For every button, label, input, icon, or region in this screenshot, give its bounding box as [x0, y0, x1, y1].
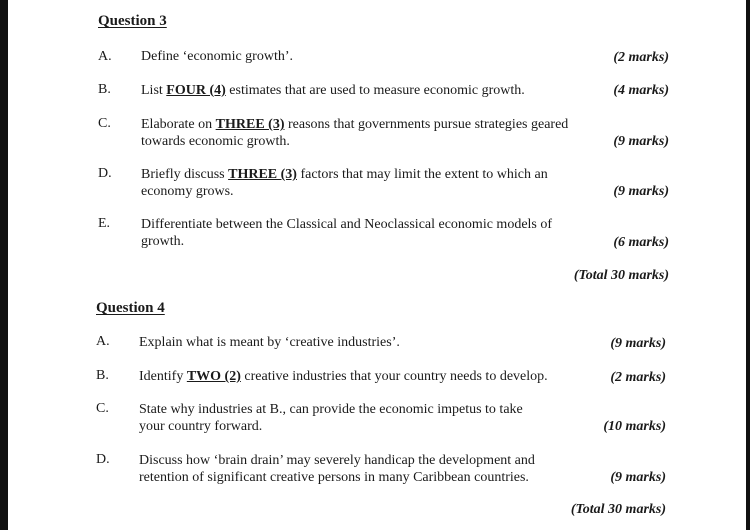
q3-b-text-emph: FOUR (4) [166, 83, 226, 98]
q3-c-text-line2: towards economic growth. [141, 134, 290, 149]
q3-e-text [141, 216, 611, 250]
q4-d-letter: D. [96, 452, 110, 467]
q4-c-text-line2: your country forward. [139, 419, 263, 434]
q4-a-text-part: Explain what is meant by ‘creative industries’. [139, 335, 400, 350]
q3-d-letter: D. [98, 166, 112, 181]
q3-d-text [141, 166, 611, 200]
q3-d-text-line2: economy grows. [141, 184, 234, 199]
q4-d-marks: (9 marks) [610, 470, 666, 485]
q4-c-marks: (10 marks) [603, 419, 666, 434]
q4-c-letter: C. [96, 401, 109, 416]
q3-c-text-emph: THREE (3) [215, 117, 285, 132]
q4-b-text-emph: TWO (2) [186, 369, 241, 384]
q3-a-text-part: Define ‘economic growth’. [141, 49, 293, 64]
q3-e-marks: (6 marks) [613, 235, 669, 250]
q4-c-text-line1: State why industries at B., can provide the economic impetus to take [139, 402, 523, 417]
q4-d-text-line1: Discuss how ‘brain drain’ may severely handicap the development and [139, 453, 535, 468]
q4-b-text [139, 368, 599, 385]
q4-d-text-line2: retention of significant creative persons in many Caribbean countries. [139, 470, 529, 485]
q3-b-text [141, 82, 611, 99]
q3-a-marks: (2 marks) [613, 50, 669, 65]
q3-b-text-post: estimates that are used to measure economic growth. [225, 83, 525, 98]
q3-b-marks: (4 marks) [613, 83, 669, 98]
q3-b-letter: B. [98, 82, 111, 97]
q3-a-letter: A. [98, 49, 112, 64]
q4-total-marks: (Total 30 marks) [570, 502, 666, 517]
q4-a-marks: (9 marks) [610, 336, 666, 351]
question-4-title: Question 4 [96, 300, 165, 316]
q3-d-text-post: factors that may limit the extent to which an [296, 167, 548, 182]
question-3-title: Question 3 [98, 13, 167, 29]
q3-e-text-line1: Differentiate between the Classical and Neoclassical economic models of [141, 217, 553, 232]
q3-a-text [141, 48, 601, 65]
q3-b-text-pre: List [141, 83, 167, 98]
q3-total-marks: (Total 30 marks) [573, 268, 669, 283]
q4-b-marks: (2 marks) [610, 370, 666, 385]
q3-d-text-emph: THREE (3) [228, 167, 297, 182]
q4-c-text [139, 401, 609, 435]
q3-d-text-pre: Briefly discuss [141, 167, 229, 182]
q4-d-text [139, 452, 609, 486]
q3-c-text [141, 116, 611, 150]
q3-c-text-pre: Elaborate on [141, 117, 216, 132]
q3-c-marks: (9 marks) [613, 134, 669, 149]
q3-c-text-post: reasons that governments pursue strategies geared [284, 117, 569, 132]
q4-b-letter: B. [96, 368, 109, 383]
q3-d-marks: (9 marks) [613, 184, 669, 199]
q3-e-letter: E. [98, 216, 111, 231]
exam-page [8, 0, 746, 530]
q3-c-letter: C. [98, 116, 111, 131]
q4-b-text-pre: Identify [139, 369, 187, 384]
q4-a-letter: A. [96, 334, 110, 349]
q4-b-text-post: creative industries that your country needs to develop. [240, 369, 548, 384]
q4-a-text [139, 334, 599, 351]
q3-e-text-line2: growth. [141, 234, 185, 249]
